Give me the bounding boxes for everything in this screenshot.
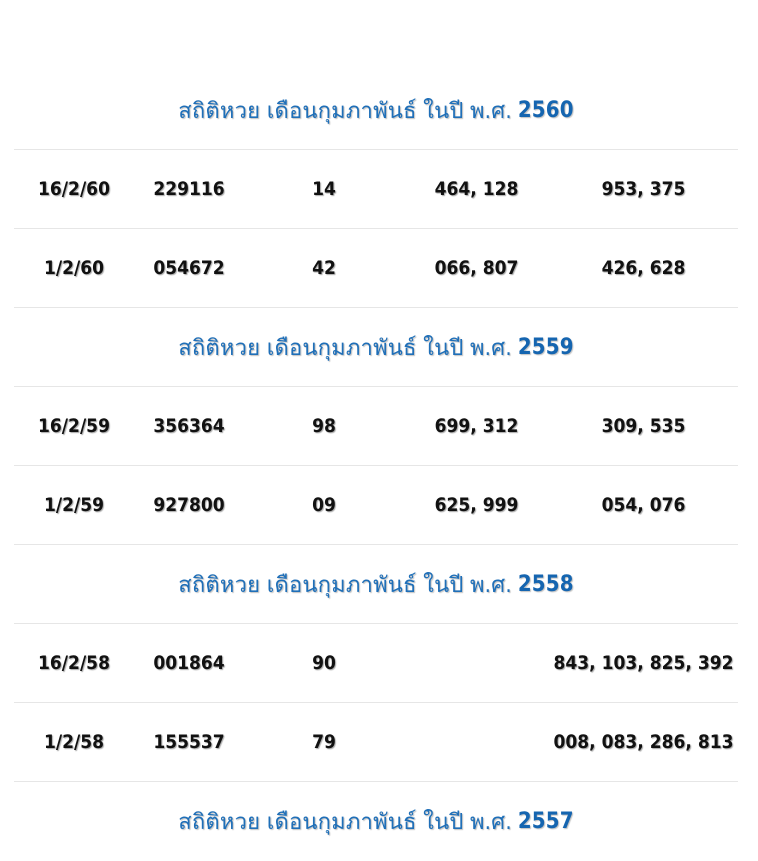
back-three-digits: 309, 535 [601, 415, 686, 437]
last-two-digits: 42 [312, 257, 336, 279]
back-three-digits: 054, 076 [601, 494, 686, 516]
table-row [14, 229, 738, 308]
section-header-2558 [14, 545, 738, 624]
last-two-digits: 98 [312, 415, 336, 437]
section-year: 2560 [517, 97, 574, 123]
draw-date: 16/2/59 [38, 415, 110, 437]
draw-date: 16/2/60 [38, 178, 110, 200]
lottery-stats-table [14, 71, 738, 861]
last-two-digits: 09 [312, 494, 336, 516]
draw-date: 1/2/60 [43, 257, 105, 279]
draw-date: 1/2/59 [43, 494, 105, 516]
draw-date: 16/2/58 [38, 652, 110, 674]
back-three-digits: 953, 375 [601, 178, 686, 200]
table-row [14, 387, 738, 466]
first-prize: 001864 [153, 652, 225, 674]
first-prize: 229116 [153, 178, 225, 200]
back-three-digits: 843, 103, 825, 392 [553, 652, 734, 674]
section-title: สถิติหวย เดือนกุมภาพันธ์ ในปี พ.ศ. [178, 98, 512, 124]
table-row [14, 703, 738, 782]
front-three-digits: 699, 312 [434, 415, 519, 437]
first-prize: 054672 [153, 257, 225, 279]
last-two-digits: 79 [312, 731, 336, 753]
section-year: 2557 [517, 809, 574, 834]
section-header-2560 [14, 71, 738, 150]
table-row [14, 466, 738, 545]
last-two-digits: 14 [312, 178, 336, 200]
front-three-digits: 625, 999 [434, 494, 519, 516]
back-three-digits: 426, 628 [601, 257, 686, 279]
table-row [14, 150, 738, 229]
section-header-2559 [14, 308, 738, 387]
section-header-2557 [14, 782, 738, 861]
first-prize: 927800 [153, 494, 225, 516]
section-title: สถิติหวย เดือนกุมภาพันธ์ ในปี พ.ศ. [178, 335, 512, 361]
front-three-digits [404, 703, 549, 781]
table-row [14, 624, 738, 703]
section-year: 2559 [517, 334, 574, 360]
back-three-digits: 008, 083, 286, 813 [553, 731, 734, 753]
front-three-digits: 066, 807 [434, 257, 519, 279]
front-three-digits: 464, 128 [434, 178, 519, 200]
draw-date: 1/2/58 [43, 731, 105, 753]
last-two-digits: 90 [312, 652, 336, 674]
first-prize: 155537 [153, 731, 225, 753]
section-year: 2558 [517, 571, 574, 597]
section-title: สถิติหวย เดือนกุมภาพันธ์ ในปี พ.ศ. [178, 572, 512, 598]
section-title: สถิติหวย เดือนกุมภาพันธ์ ในปี พ.ศ. [178, 810, 512, 835]
front-three-digits [404, 624, 549, 702]
first-prize: 356364 [153, 415, 225, 437]
